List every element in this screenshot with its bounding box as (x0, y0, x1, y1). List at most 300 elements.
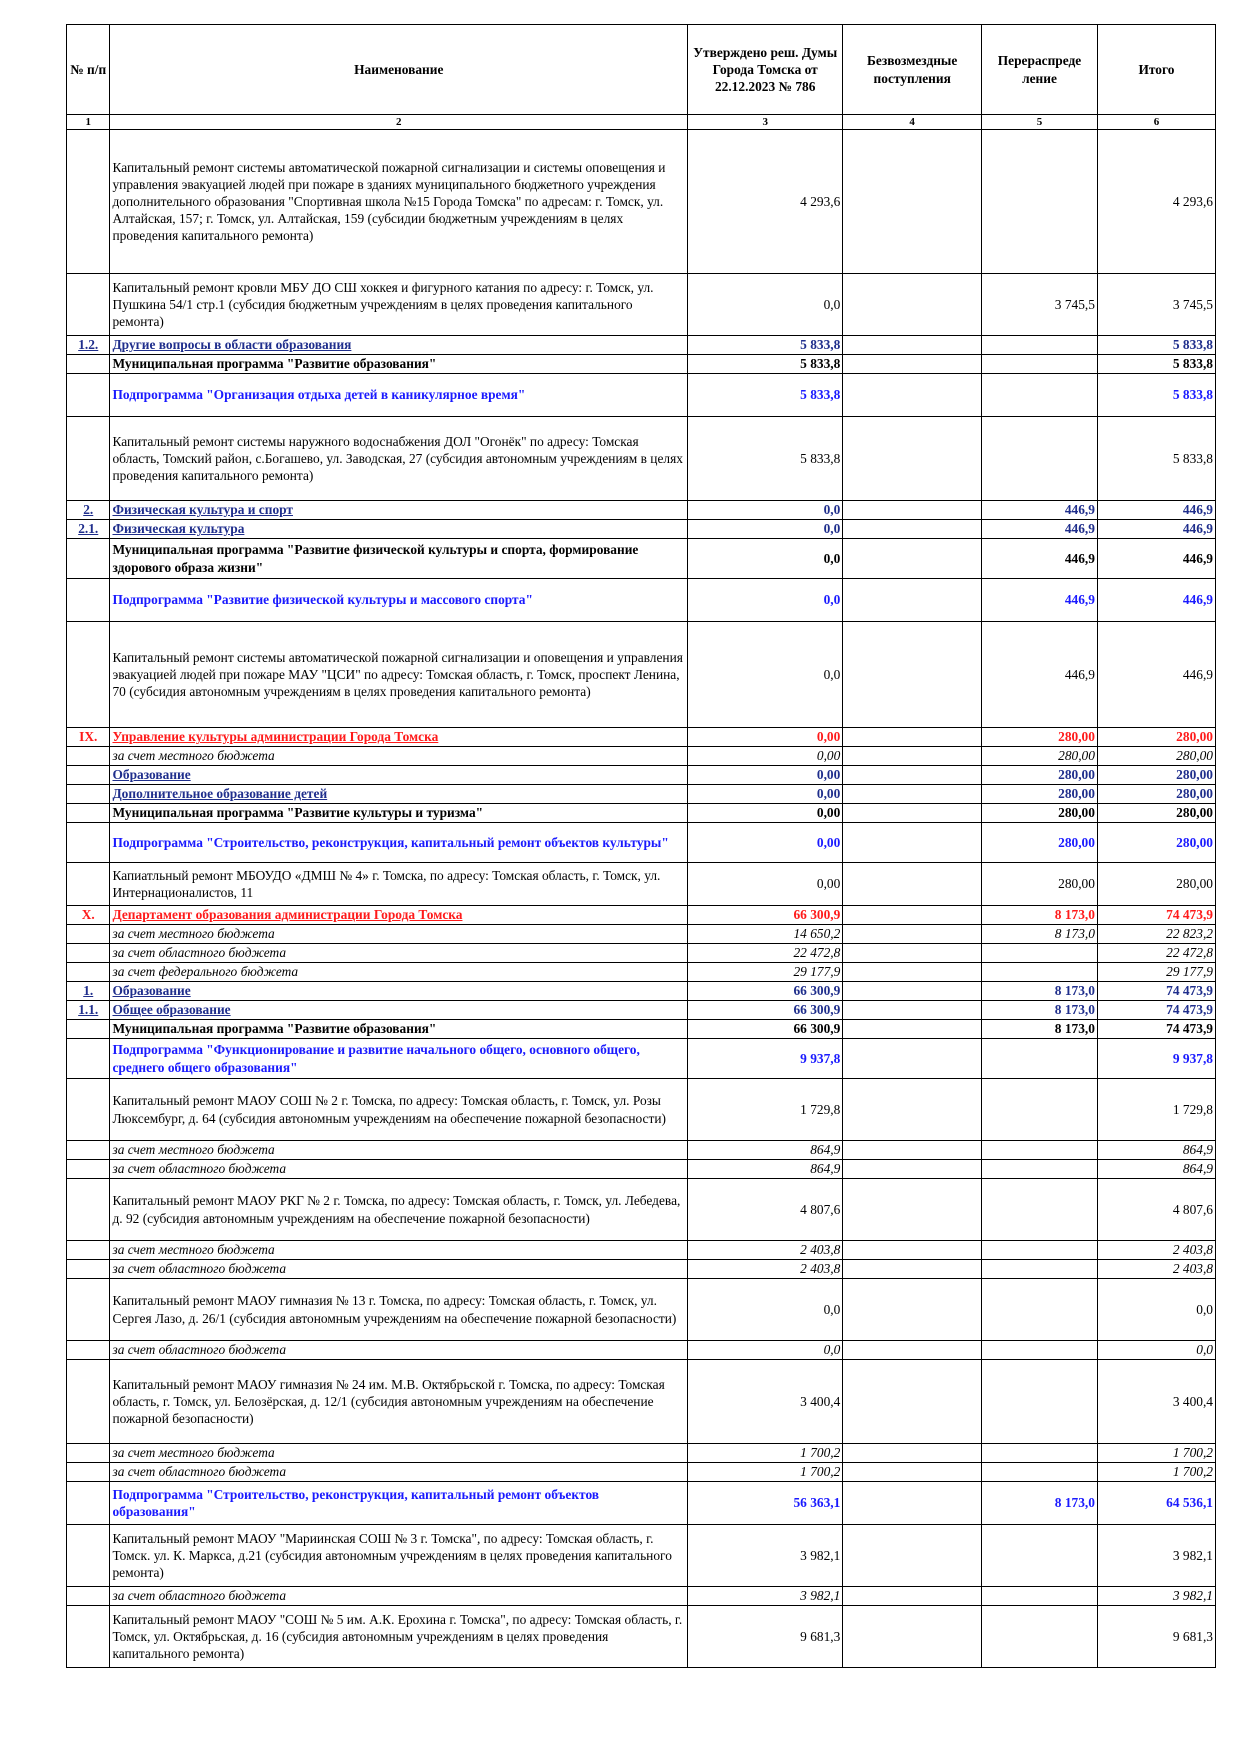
grants-value (843, 417, 982, 501)
row-number (67, 1241, 110, 1260)
redistribution-value (982, 1587, 1098, 1606)
grants-value (843, 1001, 982, 1020)
redistribution-value: 280,00 (982, 785, 1098, 804)
row-name: Капитальный ремонт МАОУ "СОШ № 5 им. А.К. Ерохина г. Томска", по адресу: Томская область, г. Томск, ул. Октябрьская, д. 16 (субсидия автономным учреждениям в целях проведения капитального ремонта) (110, 1606, 688, 1668)
row-name: за счет областного бюджета (110, 1341, 688, 1360)
column-index: 1 (67, 115, 110, 130)
approved-value: 1 700,2 (688, 1463, 843, 1482)
table-row (67, 766, 1216, 785)
redistribution-value (982, 1360, 1098, 1444)
grants-value (843, 1341, 982, 1360)
grants-value (843, 1360, 982, 1444)
row-number (67, 274, 110, 336)
row-number (67, 1279, 110, 1341)
grants-value (843, 944, 982, 963)
total-value: 0,0 (1097, 1341, 1215, 1360)
table-row (67, 785, 1216, 804)
grants-value (843, 501, 982, 520)
grants-value (843, 1587, 982, 1606)
approved-value: 0,0 (688, 1279, 843, 1341)
redistribution-value: 3 745,5 (982, 274, 1098, 336)
row-name: за счет местного бюджета (110, 1444, 688, 1463)
table-row (67, 982, 1216, 1001)
redistribution-value: 280,00 (982, 804, 1098, 823)
approved-value: 864,9 (688, 1141, 843, 1160)
header-total: Итого (1097, 25, 1215, 115)
grants-value (843, 804, 982, 823)
table-row (67, 1079, 1216, 1141)
row-number (67, 1444, 110, 1463)
redistribution-value: 280,00 (982, 747, 1098, 766)
approved-value: 864,9 (688, 1160, 843, 1179)
table-row (67, 539, 1216, 579)
redistribution-value: 8 173,0 (982, 925, 1098, 944)
total-value: 280,00 (1097, 785, 1215, 804)
grants-value (843, 1606, 982, 1668)
grants-value (843, 1179, 982, 1241)
row-name: Физическая культура и спорт (110, 501, 688, 520)
row-name: за счет областного бюджета (110, 944, 688, 963)
table-row (67, 906, 1216, 925)
table-row (67, 747, 1216, 766)
row-name: Дополнительное образование детей (110, 785, 688, 804)
redistribution-value (982, 963, 1098, 982)
grants-value (843, 374, 982, 417)
row-name: за счет областного бюджета (110, 1463, 688, 1482)
row-name: за счет местного бюджета (110, 1241, 688, 1260)
table-row (67, 355, 1216, 374)
approved-value: 66 300,9 (688, 906, 843, 925)
row-name: за счет федерального бюджета (110, 963, 688, 982)
grants-value (843, 766, 982, 785)
grants-value (843, 1141, 982, 1160)
total-value: 22 472,8 (1097, 944, 1215, 963)
table-row (67, 963, 1216, 982)
row-number (67, 622, 110, 728)
table-row (67, 728, 1216, 747)
total-value: 280,00 (1097, 863, 1215, 906)
row-number (67, 863, 110, 906)
table-row (67, 823, 1216, 863)
row-name: Другие вопросы в области образования (110, 336, 688, 355)
total-value: 9 681,3 (1097, 1606, 1215, 1668)
total-value: 280,00 (1097, 728, 1215, 747)
total-value: 3 982,1 (1097, 1587, 1215, 1606)
redistribution-value (982, 1463, 1098, 1482)
row-name: Подпрограмма "Строительство, реконструкция, капитальный ремонт объектов образования" (110, 1482, 688, 1525)
approved-value: 2 403,8 (688, 1241, 843, 1260)
row-number: X. (67, 906, 110, 925)
total-value: 280,00 (1097, 766, 1215, 785)
redistribution-value: 446,9 (982, 520, 1098, 539)
approved-value: 0,00 (688, 728, 843, 747)
row-number (67, 1020, 110, 1039)
approved-value: 3 400,4 (688, 1360, 843, 1444)
approved-value: 0,0 (688, 501, 843, 520)
row-number (67, 1079, 110, 1141)
redistribution-value (982, 1079, 1098, 1141)
row-name: Капитальный ремонт системы автоматической пожарной сигнализации и системы оповещения и управления эвакуацией людей при пожаре в зданиях муниципального бюджетного учреждения дополнительного образования "Спортивная школа №15 Города Томска" по адресам: г. Томск, ул. Алтайская, 157; г. Томск, ул. Алтайская, 159 (субсидии бюджетным учреждениям в целях проведения капитального ремонта) (110, 130, 688, 274)
row-name: Капитальный ремонт МАОУ гимназия № 13 г. Томска, по адресу: Томская область, г. Томск, ул. Сергея Лазо, д. 26/1 (субсидия автономным учреждениям на обеспечение пожарной безопасности) (110, 1279, 688, 1341)
total-value: 9 937,8 (1097, 1039, 1215, 1079)
redistribution-value: 280,00 (982, 728, 1098, 747)
total-value: 280,00 (1097, 804, 1215, 823)
approved-value: 22 472,8 (688, 944, 843, 963)
grants-value (843, 1260, 982, 1279)
approved-value: 0,00 (688, 863, 843, 906)
row-number (67, 963, 110, 982)
row-number (67, 1039, 110, 1079)
total-value: 1 729,8 (1097, 1079, 1215, 1141)
grants-value (843, 1279, 982, 1341)
redistribution-value (982, 1444, 1098, 1463)
redistribution-value (982, 1141, 1098, 1160)
column-index: 4 (843, 115, 982, 130)
approved-value: 0,00 (688, 766, 843, 785)
grants-value (843, 728, 982, 747)
total-value: 74 473,9 (1097, 1001, 1215, 1020)
total-value: 74 473,9 (1097, 1020, 1215, 1039)
redistribution-value: 8 173,0 (982, 1020, 1098, 1039)
row-number (67, 579, 110, 622)
budget-table-page (66, 24, 1216, 1668)
redistribution-value (982, 944, 1098, 963)
redistribution-value (982, 1260, 1098, 1279)
total-value: 446,9 (1097, 520, 1215, 539)
redistribution-value (982, 417, 1098, 501)
table-row (67, 579, 1216, 622)
row-number (67, 1141, 110, 1160)
redistribution-value (982, 1241, 1098, 1260)
header-redistribution: Перераспреде ление (982, 25, 1098, 115)
table-row (67, 520, 1216, 539)
header-approved: Утверждено реш. Думы Города Томска от 22.12.2023 № 786 (688, 25, 843, 115)
table-row (67, 274, 1216, 336)
redistribution-value (982, 355, 1098, 374)
header-grants: Безвозмездные поступления (843, 25, 982, 115)
grants-value (843, 1482, 982, 1525)
row-number (67, 1482, 110, 1525)
grants-value (843, 1039, 982, 1079)
table-row (67, 1444, 1216, 1463)
row-name: Департамент образования администрации Города Томска (110, 906, 688, 925)
row-number (67, 417, 110, 501)
approved-value: 66 300,9 (688, 1001, 843, 1020)
row-name: Капитальный ремонт МАОУ "Мариинская СОШ № 3 г. Томска", по адресу: Томская область, г. Томск. ул. К. Маркса, д.21 (субсидия автономным учреждениям в целях проведения капитального ремонта) (110, 1525, 688, 1587)
row-number (67, 1463, 110, 1482)
table-row (67, 1141, 1216, 1160)
approved-value: 0,0 (688, 539, 843, 579)
row-name: Капитальный ремонт МАОУ СОШ № 2 г. Томска, по адресу: Томская область, г. Томск, ул. Розы Люксембург, д. 64 (субсидия автономным учреждениям на обеспечение пожарной безопасности) (110, 1079, 688, 1141)
row-number (67, 1525, 110, 1587)
table-row (67, 501, 1216, 520)
total-value: 29 177,9 (1097, 963, 1215, 982)
redistribution-value (982, 1160, 1098, 1179)
table-row (67, 1482, 1216, 1525)
table-row (67, 1279, 1216, 1341)
approved-value: 0,0 (688, 579, 843, 622)
row-number (67, 1587, 110, 1606)
approved-value: 29 177,9 (688, 963, 843, 982)
total-value: 446,9 (1097, 501, 1215, 520)
row-name: Подпрограмма "Функционирование и развитие начального общего, основного общего, среднего общего образования" (110, 1039, 688, 1079)
approved-value: 0,00 (688, 785, 843, 804)
row-number (67, 1160, 110, 1179)
total-value: 22 823,2 (1097, 925, 1215, 944)
row-number (67, 823, 110, 863)
total-value: 4 807,6 (1097, 1179, 1215, 1241)
approved-value: 0,0 (688, 520, 843, 539)
row-name: Подпрограмма "Строительство, реконструкция, капитальный ремонт объектов культуры" (110, 823, 688, 863)
table-row (67, 925, 1216, 944)
row-name: Капитальный ремонт кровли МБУ ДО СШ хоккея и фигурного катания по адресу: г. Томск, ул. Пушкина 54/1 стр.1 (субсидия бюджетным учреждениям в целях проведения капитального ремонта) (110, 274, 688, 336)
row-name: Образование (110, 982, 688, 1001)
approved-value: 2 403,8 (688, 1260, 843, 1279)
grants-value (843, 785, 982, 804)
approved-value: 14 650,2 (688, 925, 843, 944)
redistribution-value: 8 173,0 (982, 982, 1098, 1001)
row-number (67, 1341, 110, 1360)
row-name: Капитальный ремонт МАОУ РКГ № 2 г. Томска, по адресу: Томская область, г. Томск, ул. Лебедева, д. 92 (субсидия автономным учреждениям на обеспечение пожарной безопасности) (110, 1179, 688, 1241)
total-value: 446,9 (1097, 539, 1215, 579)
table-header-row (67, 25, 1216, 115)
row-number (67, 374, 110, 417)
redistribution-value: 446,9 (982, 579, 1098, 622)
redistribution-value: 8 173,0 (982, 906, 1098, 925)
grants-value (843, 1241, 982, 1260)
table-row (67, 1020, 1216, 1039)
redistribution-value (982, 130, 1098, 274)
grants-value (843, 747, 982, 766)
row-number (67, 355, 110, 374)
total-value: 1 700,2 (1097, 1463, 1215, 1482)
approved-value: 5 833,8 (688, 336, 843, 355)
table-row (67, 1001, 1216, 1020)
approved-value: 0,0 (688, 274, 843, 336)
row-name: за счет областного бюджета (110, 1587, 688, 1606)
redistribution-value (982, 1279, 1098, 1341)
row-number (67, 130, 110, 274)
table-row (67, 1241, 1216, 1260)
row-name: Образование (110, 766, 688, 785)
total-value: 64 536,1 (1097, 1482, 1215, 1525)
table-row (67, 1341, 1216, 1360)
grants-value (843, 1020, 982, 1039)
grants-value (843, 982, 982, 1001)
row-name: Капитальный ремонт системы наружного водоснабжения ДОЛ "Огонёк" по адресу: Томская область, Томский район, с.Богашево, ул. Заводская, 27 (субсидия автономным учреждениям в целях проведения капитального ремонта) (110, 417, 688, 501)
row-number (67, 785, 110, 804)
total-value: 3 982,1 (1097, 1525, 1215, 1587)
redistribution-value: 8 173,0 (982, 1001, 1098, 1020)
grants-value (843, 579, 982, 622)
table-row (67, 336, 1216, 355)
row-name: Капитальный ремонт системы автоматической пожарной сигнализации и оповещения и управления эвакуацией людей при пожаре МАУ "ЦСИ" по адресу: Томская область, г. Томск, проспект Ленина, 70 (субсидия автономным учреждениям в целях проведения капитального ремонта) (110, 622, 688, 728)
row-name: Капиатльный ремонт МБОУДО «ДМШ № 4» г. Томска, по адресу: Томская область, г. Томск, ул. Интернационалистов, 11 (110, 863, 688, 906)
total-value: 5 833,8 (1097, 336, 1215, 355)
approved-value: 1 729,8 (688, 1079, 843, 1141)
row-name: Подпрограмма "Организация отдыха детей в каникулярное время" (110, 374, 688, 417)
total-value: 2 403,8 (1097, 1260, 1215, 1279)
redistribution-value (982, 1341, 1098, 1360)
row-name: за счет областного бюджета (110, 1260, 688, 1279)
table-row (67, 804, 1216, 823)
table-row (67, 863, 1216, 906)
total-value: 446,9 (1097, 579, 1215, 622)
table-row (67, 1606, 1216, 1668)
total-value: 2 403,8 (1097, 1241, 1215, 1260)
approved-value: 66 300,9 (688, 982, 843, 1001)
column-index: 5 (982, 115, 1098, 130)
total-value: 446,9 (1097, 622, 1215, 728)
total-value: 5 833,8 (1097, 374, 1215, 417)
grants-value (843, 622, 982, 728)
budget-table (66, 24, 1216, 1668)
table-row (67, 1179, 1216, 1241)
row-name: Физическая культура (110, 520, 688, 539)
redistribution-value (982, 1525, 1098, 1587)
total-value: 0,0 (1097, 1279, 1215, 1341)
approved-value: 0,00 (688, 804, 843, 823)
total-value: 5 833,8 (1097, 355, 1215, 374)
grants-value (843, 336, 982, 355)
total-value: 4 293,6 (1097, 130, 1215, 274)
approved-value: 0,00 (688, 747, 843, 766)
header-num: № п/п (67, 25, 110, 115)
table-row (67, 1039, 1216, 1079)
row-name: за счет местного бюджета (110, 1141, 688, 1160)
table-row (67, 1587, 1216, 1606)
row-name: Муниципальная программа "Развитие физической культуры и спорта, формирование здорового образа жизни" (110, 539, 688, 579)
redistribution-value: 8 173,0 (982, 1482, 1098, 1525)
row-name: Управление культуры администрации Города Томска (110, 728, 688, 747)
row-number (67, 1360, 110, 1444)
grants-value (843, 355, 982, 374)
grants-value (843, 863, 982, 906)
header-name: Наименование (110, 25, 688, 115)
grants-value (843, 963, 982, 982)
row-number: IX. (67, 728, 110, 747)
redistribution-value: 280,00 (982, 766, 1098, 785)
approved-value: 9 937,8 (688, 1039, 843, 1079)
row-name: за счет местного бюджета (110, 925, 688, 944)
approved-value: 0,0 (688, 622, 843, 728)
redistribution-value (982, 1039, 1098, 1079)
approved-value: 4 807,6 (688, 1179, 843, 1241)
row-number: 2. (67, 501, 110, 520)
table-row (67, 1525, 1216, 1587)
row-number (67, 804, 110, 823)
row-name: за счет местного бюджета (110, 747, 688, 766)
grants-value (843, 520, 982, 539)
approved-value: 66 300,9 (688, 1020, 843, 1039)
table-row (67, 417, 1216, 501)
column-index: 3 (688, 115, 843, 130)
redistribution-value (982, 1179, 1098, 1241)
redistribution-value: 280,00 (982, 863, 1098, 906)
redistribution-value: 280,00 (982, 823, 1098, 863)
row-name: Подпрограмма "Развитие физической культуры и массового спорта" (110, 579, 688, 622)
total-value: 1 700,2 (1097, 1444, 1215, 1463)
table-row (67, 130, 1216, 274)
grants-value (843, 1463, 982, 1482)
redistribution-value (982, 336, 1098, 355)
row-name: Муниципальная программа "Развитие культуры и туризма" (110, 804, 688, 823)
table-row (67, 1160, 1216, 1179)
approved-value: 3 982,1 (688, 1525, 843, 1587)
total-value: 864,9 (1097, 1160, 1215, 1179)
column-index-row (67, 115, 1216, 130)
approved-value: 0,0 (688, 1341, 843, 1360)
row-number (67, 766, 110, 785)
row-name: Общее образование (110, 1001, 688, 1020)
table-row (67, 1463, 1216, 1482)
row-name: за счет областного бюджета (110, 1160, 688, 1179)
table-row (67, 374, 1216, 417)
approved-value: 5 833,8 (688, 374, 843, 417)
grants-value (843, 1525, 982, 1587)
total-value: 74 473,9 (1097, 982, 1215, 1001)
row-number (67, 1606, 110, 1668)
approved-value: 1 700,2 (688, 1444, 843, 1463)
redistribution-value: 446,9 (982, 539, 1098, 579)
row-number: 1.2. (67, 336, 110, 355)
row-number: 1. (67, 982, 110, 1001)
grants-value (843, 925, 982, 944)
grants-value (843, 1444, 982, 1463)
row-name: Муниципальная программа "Развитие образования" (110, 355, 688, 374)
redistribution-value (982, 1606, 1098, 1668)
row-name: Капитальный ремонт МАОУ гимназия № 24 им. М.В. Октябрьской г. Томска, по адресу: Томская область, г. Томск, ул. Белозёрская, д. 12/1 (субсидия автономным учреждениям на обеспечение пожарной безопасности) (110, 1360, 688, 1444)
table-row (67, 1360, 1216, 1444)
total-value: 864,9 (1097, 1141, 1215, 1160)
approved-value: 3 982,1 (688, 1587, 843, 1606)
approved-value: 0,00 (688, 823, 843, 863)
grants-value (843, 1160, 982, 1179)
total-value: 74 473,9 (1097, 906, 1215, 925)
total-value: 5 833,8 (1097, 417, 1215, 501)
approved-value: 5 833,8 (688, 417, 843, 501)
table-row (67, 944, 1216, 963)
grants-value (843, 130, 982, 274)
grants-value (843, 906, 982, 925)
approved-value: 9 681,3 (688, 1606, 843, 1668)
total-value: 280,00 (1097, 747, 1215, 766)
row-number (67, 747, 110, 766)
row-name: Муниципальная программа "Развитие образования" (110, 1020, 688, 1039)
row-number: 2.1. (67, 520, 110, 539)
grants-value (843, 823, 982, 863)
grants-value (843, 1079, 982, 1141)
approved-value: 56 363,1 (688, 1482, 843, 1525)
column-index: 2 (110, 115, 688, 130)
row-number: 1.1. (67, 1001, 110, 1020)
row-number (67, 1179, 110, 1241)
total-value: 3 400,4 (1097, 1360, 1215, 1444)
approved-value: 4 293,6 (688, 130, 843, 274)
grants-value (843, 274, 982, 336)
row-number (67, 1260, 110, 1279)
total-value: 280,00 (1097, 823, 1215, 863)
row-number (67, 925, 110, 944)
grants-value (843, 539, 982, 579)
row-number (67, 944, 110, 963)
redistribution-value (982, 374, 1098, 417)
row-number (67, 539, 110, 579)
table-row (67, 622, 1216, 728)
redistribution-value: 446,9 (982, 622, 1098, 728)
redistribution-value: 446,9 (982, 501, 1098, 520)
total-value: 3 745,5 (1097, 274, 1215, 336)
